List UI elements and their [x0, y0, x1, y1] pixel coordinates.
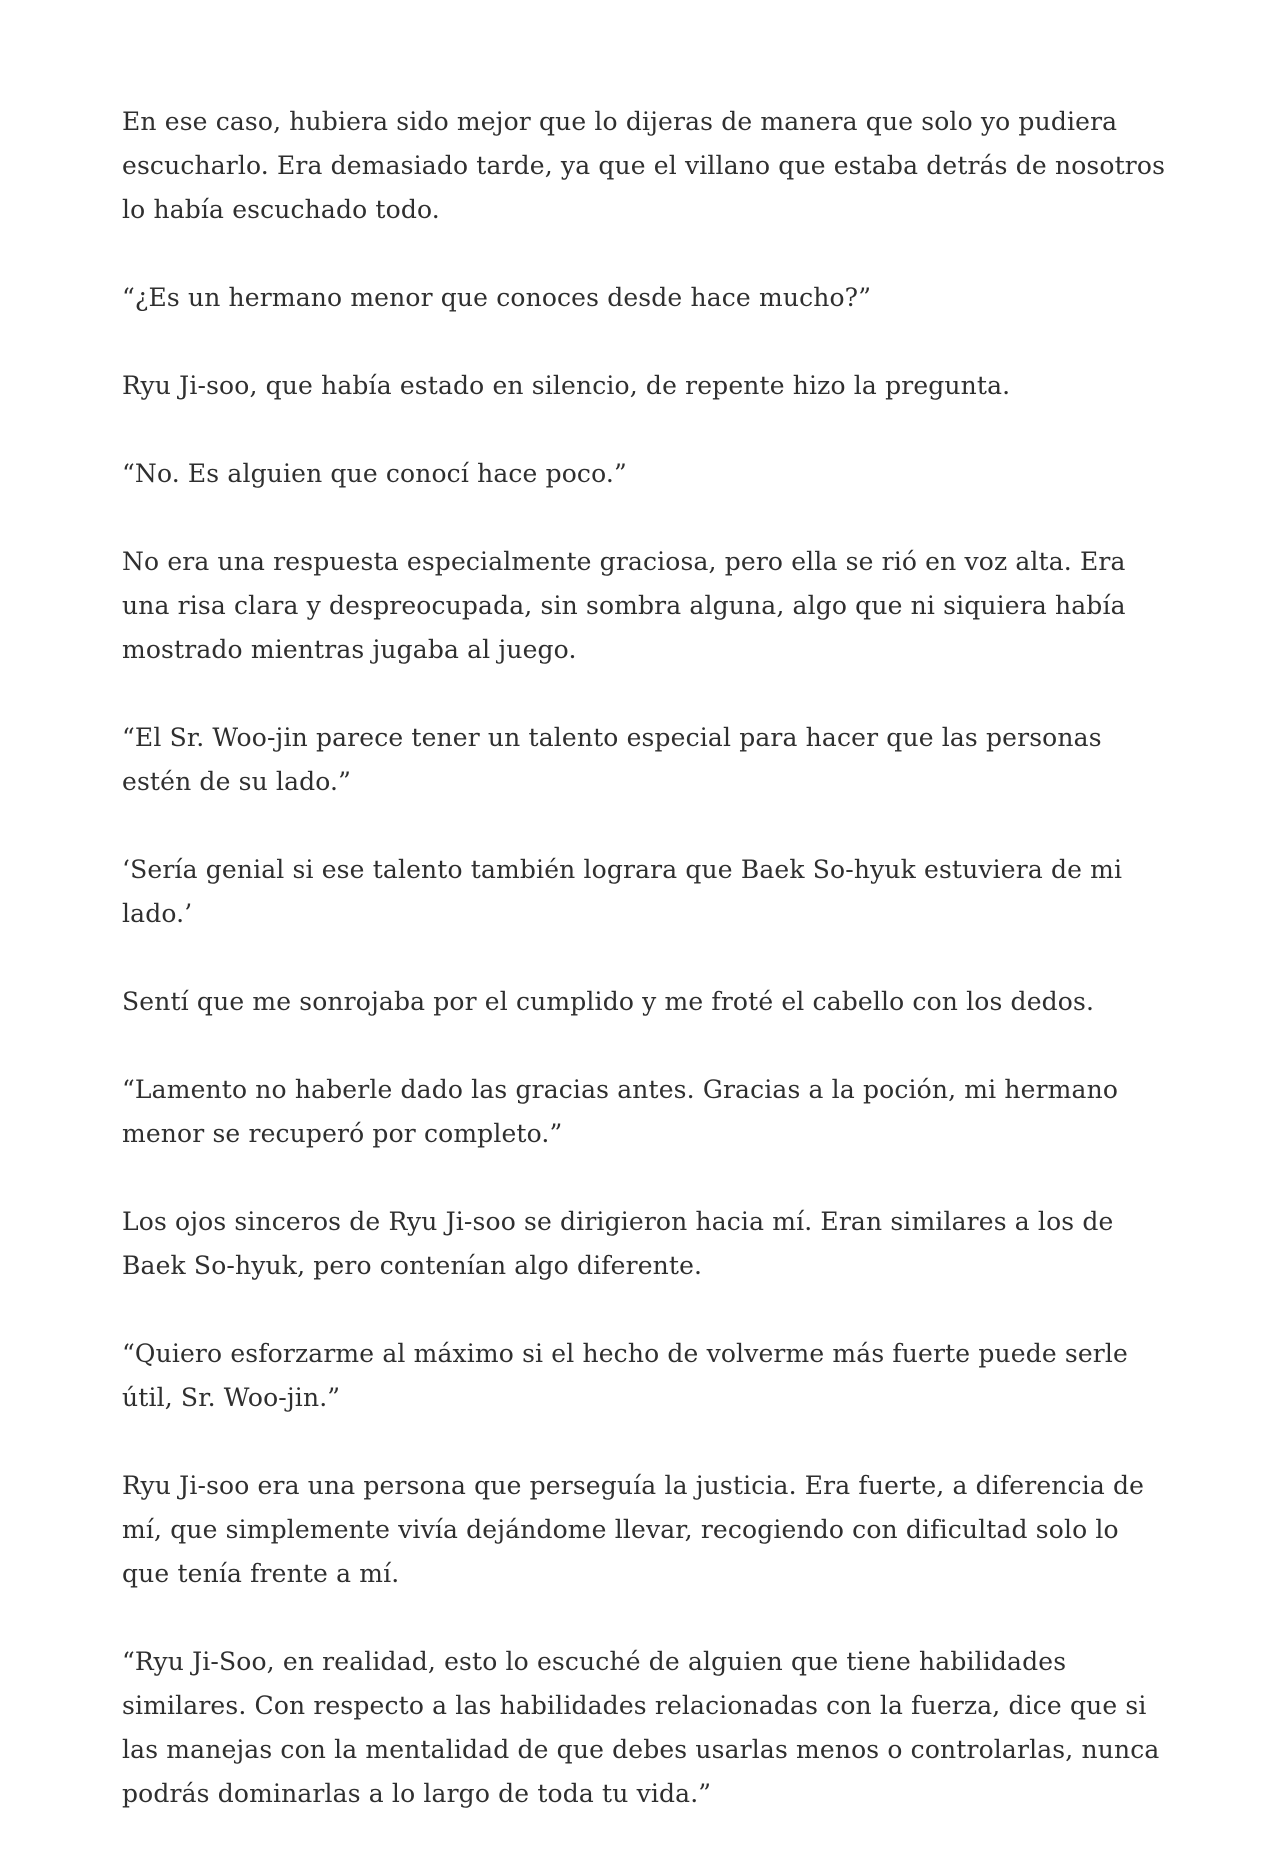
- document-body: [122, 100, 1167, 1860]
- paragraph-1: En ese caso, hubiera sido mejor que lo dijeras de manera que solo yo pudiera escucharlo. Era demasiado tarde, ya que el villano que estaba detrás de nosotros lo había escuchado todo.: [122, 107, 1166, 224]
- paragraph-12: Ryu Ji-soo era una persona que perseguía la justicia. Era fuerte, a diferencia de mí, que simplemente vivía dejándome llevar, recogiendo con dificultad solo lo que tenía frente a mí.: [122, 1471, 1145, 1588]
- paragraph-13: “Ryu Ji-Soo, en realidad, esto lo escuché de alguien que tiene habilidades similares. Con respecto a las habilidades relacionadas con la fuerza, dice que si las manejas con la mentalidad de que debes usarlas menos o controlarlas, nunca podrás dominarlas a lo largo de toda tu vida.”: [122, 1647, 1160, 1808]
- paragraph-4: “No. Es alguien que conocí hace poco.”: [122, 459, 627, 488]
- paragraph-6: “El Sr. Woo-jin parece tener un talento especial para hacer que las personas estén de su lado.”: [122, 723, 1102, 796]
- paragraph-5: No era una respuesta especialmente graciosa, pero ella se rió en voz alta. Era una risa clara y despreocupada, sin sombra alguna, algo que ni siquiera había mostrado mientras jugaba al juego.: [122, 547, 1126, 664]
- paragraph-9: “Lamento no haberle dado las gracias antes. Gracias a la poción, mi hermano menor se recuperó por completo.”: [122, 1075, 1119, 1148]
- paragraph-2: “¿Es un hermano menor que conoces desde hace mucho?”: [122, 283, 872, 312]
- paragraph-3: Ryu Ji-soo, que había estado en silencio, de repente hizo la pregunta.: [122, 371, 1011, 400]
- paragraph-8: Sentí que me sonrojaba por el cumplido y me froté el cabello con los dedos.: [122, 987, 1095, 1016]
- paragraph-7: ‘Sería genial si ese talento también lograra que Baek So-hyuk estuviera de mi lado.’: [122, 855, 1123, 928]
- paragraph-10: Los ojos sinceros de Ryu Ji-soo se dirigieron hacia mí. Eran similares a los de Baek So-hyuk, pero contenían algo diferente.: [122, 1207, 1114, 1280]
- paragraph-11: “Quiero esforzarme al máximo si el hecho de volverme más fuerte puede serle útil, Sr. Woo-jin.”: [122, 1339, 1129, 1412]
